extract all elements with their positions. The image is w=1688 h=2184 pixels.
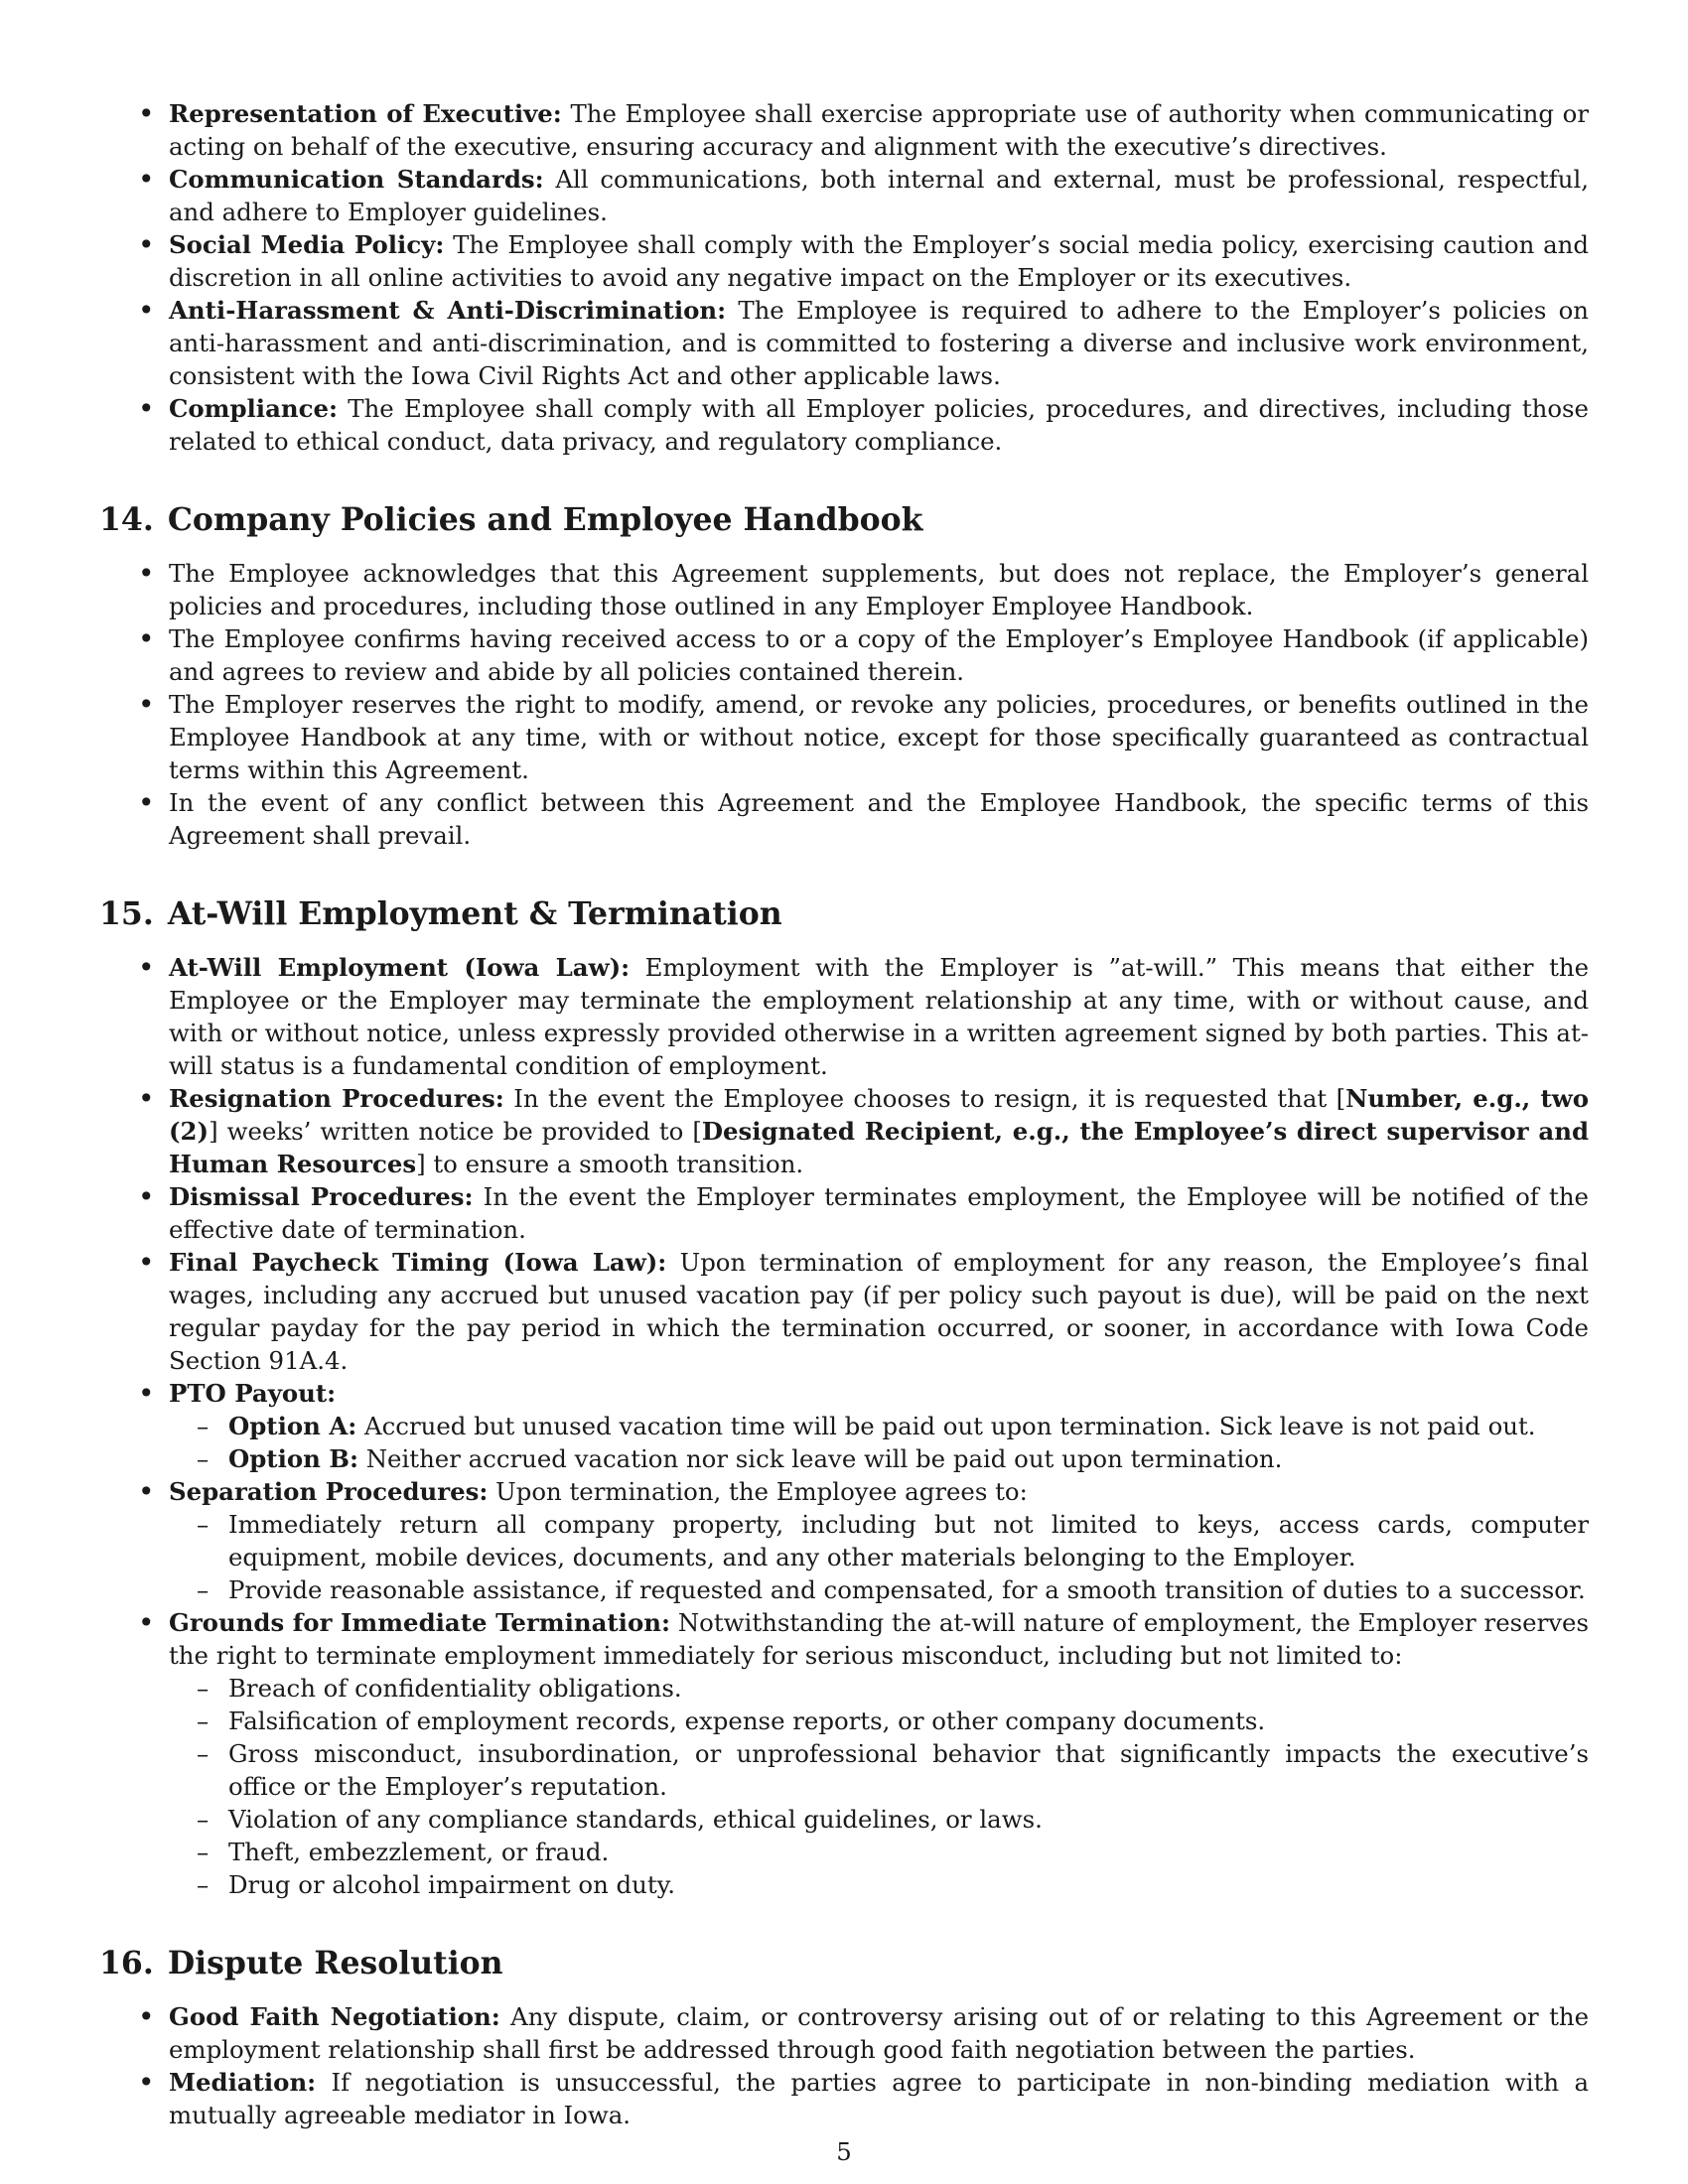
sub-list-item-option-a <box>169 1410 1589 1442</box>
item-label: Option A: <box>228 1412 357 1440</box>
item-label: Representation of Executive: <box>169 99 562 128</box>
item-text: ] weeks’ written notice be provided to [ <box>209 1117 702 1146</box>
item-label: Good Faith Negotiation: <box>169 2002 500 2031</box>
list-item: • The Employee acknowledges that this Agreement supplements, but does not replace, the Employer’s general policies and procedures, including those outlined in any Employer Employee Handbook. <box>99 557 1589 622</box>
separation-list <box>169 1508 1589 1606</box>
item-label: Compliance: <box>169 394 338 423</box>
section-number: 16. <box>99 1945 154 1981</box>
list-item-resignation <box>99 1082 1589 1180</box>
sub-list-item: – Provide reasonable assistance, if requested and compensated, for a smooth transition of duties to a successor. <box>169 1573 1589 1606</box>
item-text: Neither accrued vacation nor sick leave will be paid out upon termination. <box>357 1444 1283 1473</box>
list-item-final-paycheck <box>99 1246 1589 1377</box>
section-16-list <box>99 2000 1589 2131</box>
item-label: Resignation Procedures: <box>169 1084 504 1113</box>
item-text: The Employee shall comply with the Employer’s social media policy, exercising caution and discretion in all online activities to avoid any negative impact on the Employer or its executives. <box>169 230 1589 292</box>
list-item: • The Employee confirms having received access to or a copy of the Employer’s Employee Handbook (if applicable) and agrees to review and abide by all policies contained therein. <box>99 622 1589 688</box>
item-text: ] to ensure a smooth transition. <box>416 1150 804 1178</box>
sub-list-item: – Theft, embezzlement, or fraud. <box>169 1836 1589 1868</box>
list-item-dismissal <box>99 1180 1589 1246</box>
section-14-list <box>99 557 1589 852</box>
item-label: Separation Procedures: <box>169 1477 489 1506</box>
placeholder-notice-period: Number, e.g., two (2) <box>169 1084 1589 1146</box>
sub-list-item-option-b <box>169 1442 1589 1475</box>
item-label: Mediation: <box>169 2068 317 2097</box>
section-heading-16 <box>99 1945 1589 1982</box>
item-text: Any dispute, claim, or controversy arising out of or relating to this Agreement or the employment relationship shall first be addressed through good faith negotiation between the parties. <box>169 2002 1590 2064</box>
sub-list-item: – Violation of any compliance standards, ethical guidelines, or laws. <box>169 1803 1589 1836</box>
list-item: • In the event of any conflict between this Agreement and the Employee Handbook, the specific terms of this Agreement shall prevail. <box>99 786 1589 852</box>
section-title: Dispute Resolution <box>167 1945 503 1981</box>
item-text: Accrued but unused vacation time will be paid out upon termination. Sick leave is not paid out. <box>356 1412 1536 1440</box>
page-number: 5 <box>836 2137 852 2166</box>
sub-list-item: – Gross misconduct, insubordination, or unprofessional behavior that significantly impacts the executive’s office or the Employer’s reputation. <box>169 1737 1589 1803</box>
sub-list-item: – Immediately return all company property, including but not limited to keys, access cards, computer equipment, mobile devices, documents, and any other materials belonging to the Employer. <box>169 1508 1589 1573</box>
item-label: Grounds for Immediate Termination: <box>169 1608 670 1637</box>
conduct-list <box>99 97 1589 458</box>
item-text: In the event the Employer terminates employment, the Employee will be notified of the effective date of termination. <box>169 1182 1589 1244</box>
section-title: At-Will Employment & Termination <box>167 895 782 932</box>
item-label: Anti-Harassment & Anti-Discrimination: <box>169 296 727 325</box>
section-number: 14. <box>99 501 154 538</box>
list-item-anti-harassment <box>99 294 1589 392</box>
sub-list-item: – Falsification of employment records, expense reports, or other company documents. <box>169 1705 1589 1737</box>
item-text: If negotiation is unsuccessful, the parties agree to participate in non-binding mediation with a mutually agreeable mediator in Iowa. <box>169 2068 1589 2129</box>
item-text: The Employee shall comply with all Employer policies, procedures, and directives, including those related to ethical conduct, data privacy, and regulatory compliance. <box>169 394 1589 456</box>
list-item: • The Employer reserves the right to modify, amend, or revoke any policies, procedures, or benefits outlined in the Employee Handbook at any time, with or without notice, except for those specifically guaranteed as contractual terms within this Agreement. <box>99 688 1589 786</box>
list-item-pto-payout <box>99 1377 1589 1475</box>
list-item-social-media <box>99 228 1589 294</box>
item-text: All communications, both internal and external, must be professional, respectful, and adhere to Employer guidelines. <box>169 165 1589 226</box>
section-heading-15 <box>99 895 1589 933</box>
page-content <box>99 97 1589 2131</box>
sub-list-item: – Drug or alcohol impairment on duty. <box>169 1868 1589 1901</box>
list-item-compliance <box>99 392 1589 458</box>
item-label: At-Will Employment (Iowa Law): <box>169 953 631 982</box>
item-label: Dismissal Procedures: <box>169 1182 474 1211</box>
section-title: Company Policies and Employee Handbook <box>167 501 923 538</box>
item-text: Upon termination of employment for any reason, the Employee’s final wages, including any accrued but unused vacation pay (if per policy such payout is due), will be paid on the next regular payday for the pay period in which the termination occurred, or sooner, in accordance with Iowa Code Section 91A.4. <box>169 1248 1589 1375</box>
list-item-separation <box>99 1475 1589 1606</box>
grounds-list <box>169 1672 1589 1901</box>
item-text: The Employee shall exercise appropriate use of authority when communicating or acting on behalf of the executive, ensuring accuracy and alignment with the executive’s directives. <box>169 99 1589 161</box>
placeholder-recipient: Designated Recipient, e.g., the Employee’s direct supervisor and Human Resources <box>169 1117 1589 1178</box>
item-text: Upon termination, the Employee agrees to: <box>488 1477 1028 1506</box>
list-item-at-will <box>99 951 1589 1082</box>
item-label: PTO Payout: <box>169 1379 337 1408</box>
section-heading-14 <box>99 501 1589 539</box>
list-item-grounds <box>99 1606 1589 1901</box>
item-text: Notwithstanding the at-will nature of employment, the Employer reserves the right to terminate employment immediately for serious misconduct, including but not limited to: <box>169 1608 1589 1670</box>
item-label: Social Media Policy: <box>169 230 445 259</box>
list-item-representation <box>99 97 1589 163</box>
item-text: The Employee is required to adhere to the Employer’s policies on anti-harassment and anti-discrimination, and is committed to fostering a diverse and inclusive work environment, consistent with the Iowa Civil Rights Act and other applicable laws. <box>169 296 1589 390</box>
pto-options-list <box>169 1410 1589 1475</box>
item-text: Employment with the Employer is ”at-will.” This means that either the Employee or the Employer may terminate the employment relationship at any time, with or without cause, and with or without notice, unless expressly provided otherwise in a written agreement signed by both parties. This at-will status is a fundamental condition of employment. <box>169 953 1590 1080</box>
list-item-mediation <box>99 2066 1589 2131</box>
list-item-negotiation <box>99 2000 1589 2066</box>
section-number: 15. <box>99 895 154 932</box>
item-label: Final Paycheck Timing (Iowa Law): <box>169 1248 667 1277</box>
section-15-list <box>99 951 1589 1901</box>
item-label: Option B: <box>228 1444 358 1473</box>
item-text: In the event the Employee chooses to resign, it is requested that [ <box>503 1084 1346 1113</box>
sub-list-item: – Breach of confidentiality obligations. <box>169 1672 1589 1705</box>
item-label: Communication Standards: <box>169 165 544 194</box>
list-item-communication <box>99 163 1589 228</box>
